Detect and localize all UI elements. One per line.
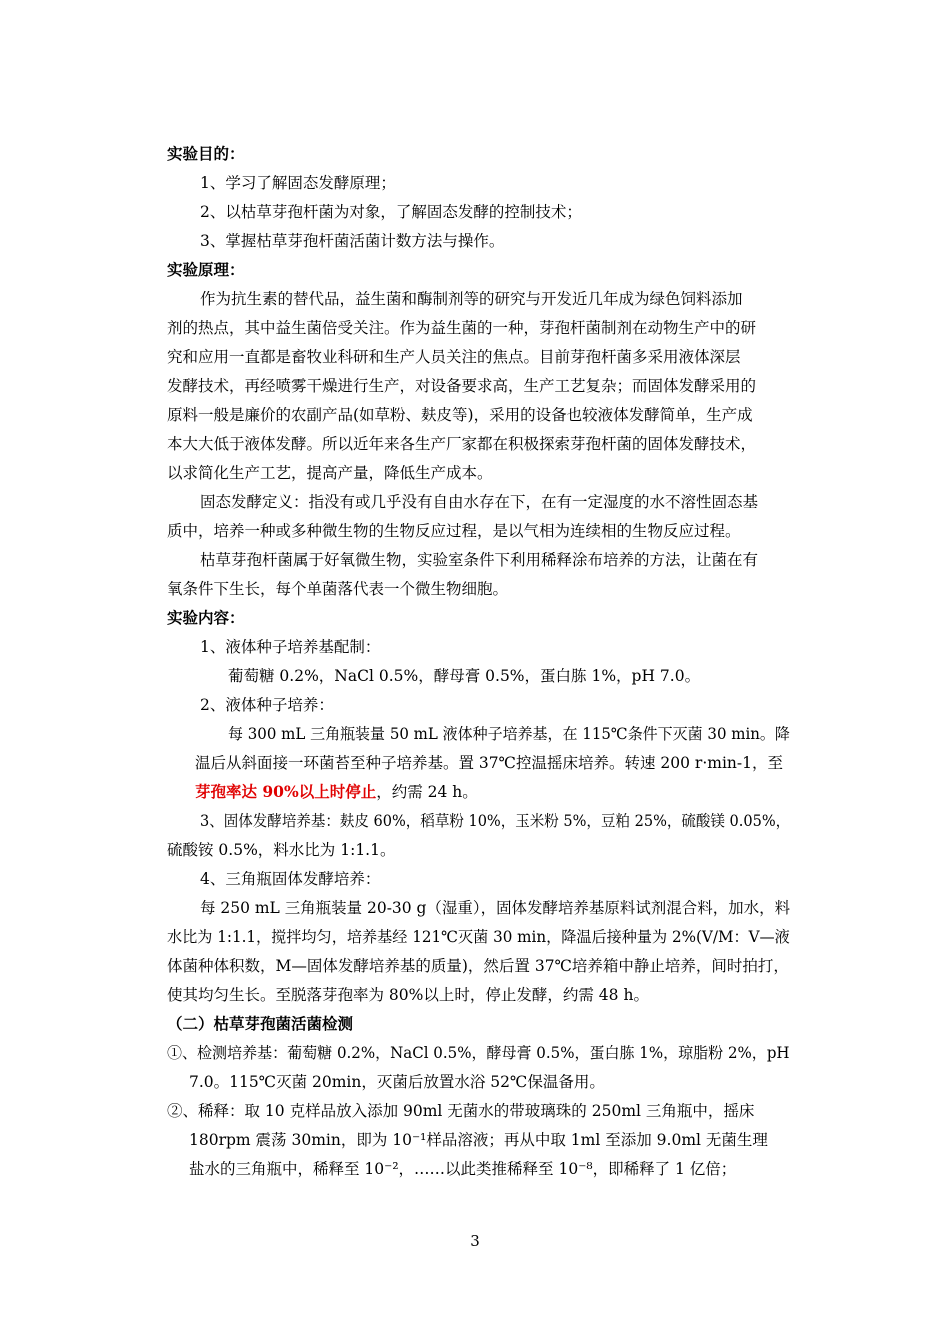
detection-item-2-cont: 180rpm 震荡 30min，即为 10⁻¹样品溶液；再从中取 1ml 至添加 9.0ml 无菌生理 [189, 1131, 768, 1149]
step3-line: 3、固体发酵培养基：麸皮 60%，稻草粉 10%，玉米粉 5%，豆粕 25%，硫酸镁 0.05%， [200, 812, 791, 830]
detection-item-2: ②、稀释：取 10 克样品放入添加 90ml 无菌水的带玻璃珠的 250ml 三角瓶中，摇床 [167, 1102, 755, 1120]
purpose-item-3: 3、掌握枯草芽孢杆菌活菌计数方法与操作。 [200, 232, 505, 250]
detection-item-1: ①、检测培养基：葡萄糖 0.2%，NaCl 0.5%，酵母膏 0.5%，蛋白胨 1%，琼脂粉 2%，pH [167, 1044, 790, 1062]
principle-para1-line: 发酵技术，再经喷雾干燥进行生产，对设备要求高，生产工艺复杂；而固体发酵采用的 [167, 377, 757, 395]
purpose-item-1: 1、学习了解固态发酵原理； [200, 174, 396, 192]
step2-title: 2、液体种子培养： [200, 696, 334, 714]
step4-line: 每 250 mL 三角瓶装量 20-30 g（湿重），固体发酵培养基原料试剂混合料，加水，料 [200, 899, 791, 917]
step2-line: 温后从斜面接一环菌苔至种子培养基。置 37℃控温摇床培养。转速 200 r·min-1，至 [195, 754, 784, 772]
principle-para3-line: 枯草芽孢杆菌属于好氧微生物，实验室条件下利用稀释涂布培养的方法，让菌在有 [200, 551, 759, 569]
detection-heading: （二）枯草芽孢菌活菌检测 [167, 1014, 354, 1033]
step4-title: 4、三角瓶固体发酵培养： [200, 870, 381, 888]
principle-para2-line: 固态发酵定义：指没有或几乎没有自由水存在下，在有一定湿度的水不溶性固态基 [200, 493, 759, 511]
principle-para3-line: 氧条件下生长，每个单菌落代表一个微生物细胞。 [167, 580, 509, 598]
purpose-heading: 实验目的： [167, 144, 245, 163]
step4-line: 体菌种体积数，M—固体发酵培养基的质量)，然后置 37℃培养箱中静止培养，间时拍打， [167, 957, 789, 975]
detection-item-1-cont: 7.0。115℃灭菌 20min，灭菌后放置水浴 52℃保温备用。 [189, 1073, 605, 1091]
principle-heading: 实验原理： [167, 260, 245, 279]
step1-body: 葡萄糖 0.2%，NaCl 0.5%，酵母膏 0.5%，蛋白胨 1%，pH 7.0。 [228, 667, 701, 685]
principle-para1-line: 剂的热点，其中益生菌倍受关注。作为益生菌的一种，芽孢杆菌制剂在动物生产中的研 [167, 319, 757, 337]
principle-para1-line: 原料一般是廉价的农副产品(如草粉、麸皮等)，采用的设备也较液体发酵简单，生产成 [167, 406, 753, 424]
page-number: 3 [470, 1232, 480, 1250]
purpose-item-2: 2、以枯草芽孢杆菌为对象，了解固态发酵的控制技术； [200, 203, 582, 221]
content-heading: 实验内容： [167, 608, 245, 627]
step4-line: 水比为 1:1.1，搅拌均匀，培养基经 121℃灭菌 30 min，降温后接种量为 2%(V/M：V—液 [167, 928, 790, 946]
step3-line: 硫酸铵 0.5%，料水比为 1:1.1。 [167, 841, 396, 859]
principle-para1-line: 作为抗生素的替代品，益生菌和酶制剂等的研究与开发近几年成为绿色饲料添加 [200, 290, 743, 308]
principle-para1-line: 究和应用一直都是畜牧业科研和生产人员关注的焦点。目前芽孢杆菌多采用液体深层 [167, 348, 741, 366]
highlight-text: 芽孢率达 90%以上时停止 [195, 782, 377, 801]
principle-para1-line: 本大大低于液体发酵。所以近年来各生产厂家都在积极探索芽孢杆菌的固体发酵技术， [167, 435, 757, 453]
step2-line: 每 300 mL 三角瓶装量 50 mL 液体种子培养基，在 115℃条件下灭菌 30 min。降 [228, 725, 790, 743]
step2-line-rest: ，约需 24 h。 [376, 783, 478, 801]
step2-line [195, 782, 478, 802]
detection-item-2-cont: 盐水的三角瓶中，稀释至 10⁻²，……以此类推稀释至 10⁻⁸，即稀释了 1 亿倍； [189, 1160, 737, 1178]
step4-line: 使其均匀生长。至脱落芽孢率为 80%以上时，停止发酵，约需 48 h。 [167, 986, 649, 1004]
principle-para2-line: 质中，培养一种或多种微生物的生物反应过程，是以气相为连续相的生物反应过程。 [167, 522, 741, 540]
step1-title: 1、液体种子培养基配制： [200, 638, 381, 656]
principle-para1-line: 以求简化生产工艺，提高产量，降低生产成本。 [167, 464, 493, 482]
